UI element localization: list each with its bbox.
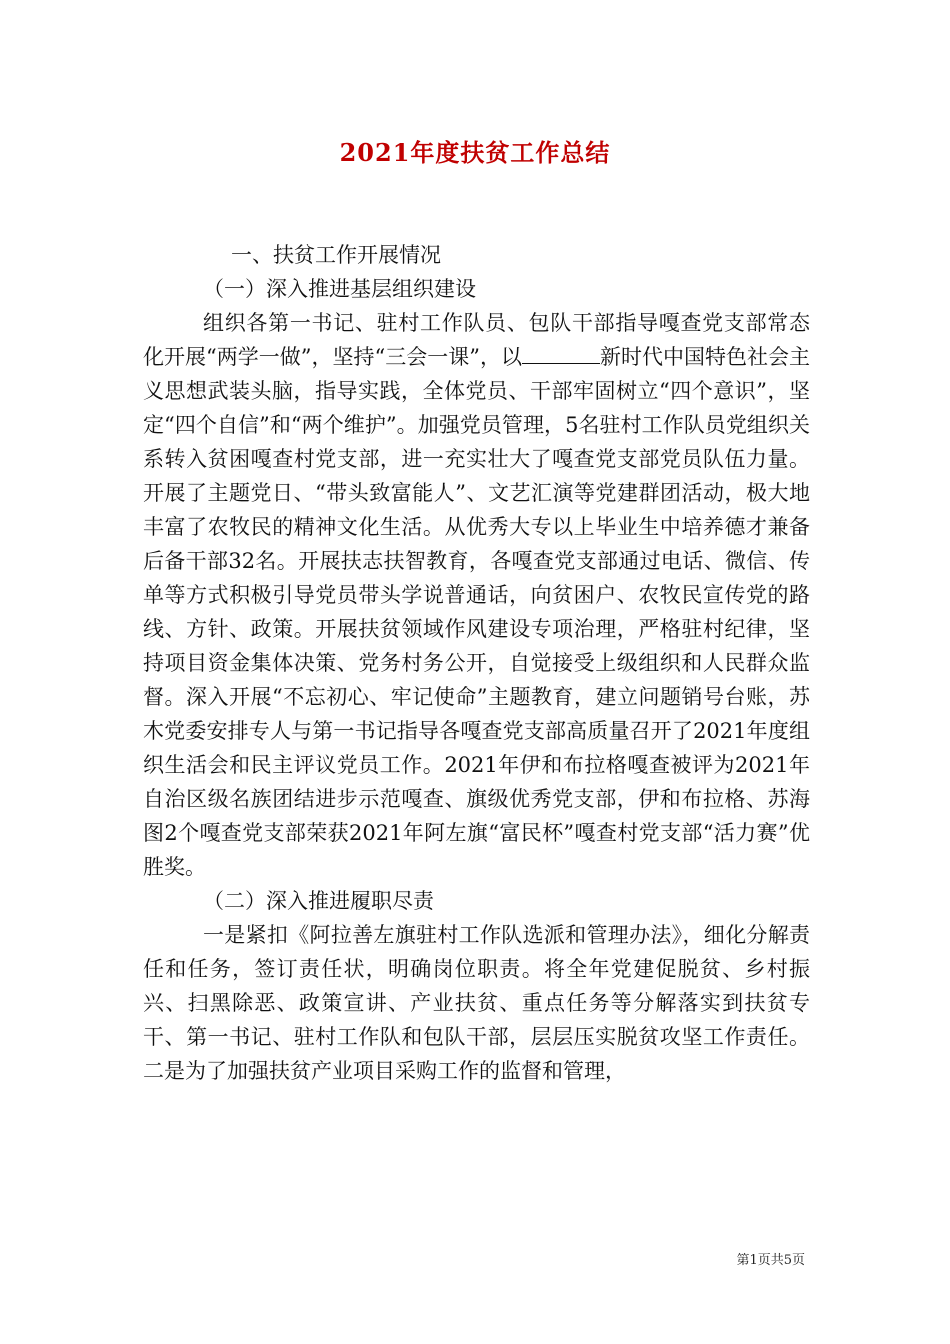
paragraph-1-part-2: 新时代中国特色社会主义思想武装头脑，指导实践，全体党员、干部牢固树立“四个意识”，坚定“四个自信”和“两个维护”。加强党员管理，5名驻村工作队员党组织关系转入贫困嘎查村党支部，进一充实壮大了嘎查党支部党员队伍力量。开展了主题党日、“带头致富能人”、文艺汇演等党建群团活动，极大地丰富了农牧民的精神文化生活。从优秀大专以上毕业生中培养德才兼备后备干部32名。开展扶志扶智教育，各嘎查党支部通过电话、微信、传单等方式积极引导党员带头学说普通话，向贫困户、农牧民宣传党的路线、方针、政策。开展扶贫领域作风建设专项治理，严格驻村纪律，坚持项目资金集体决策、党务村务公开，自觉接受上级组织和人民群众监督。深入开展“不忘初心、牢记使命”主题教育，建立问题销号台账，苏木党委安排专人与第一书记指导各嘎查党支部高质量召开了2021年度组织生活会和民主评议党员工作。2021年伊和布拉格嘎查被评为2021年自治区级名族团结进步示范嘎查、旗级优秀党支部，伊和布拉格、苏海图2个嘎查党支部荣获2021年阿左旗“富民杯”嘎查村党支部“活力赛”优胜奖。 (143, 345, 810, 879)
subsection-heading-1: （一）深入推进基层组织建设 (203, 277, 476, 301)
page-number: 第1页共5页 (736, 1253, 805, 1268)
paragraph-1 (143, 306, 810, 884)
paragraph-1-part-1: 组织各第一书记、驻村工作队员、包队干部指导嘎查党支部常态化开展“两学一做”，坚持“三会一课”，以 (143, 311, 810, 369)
paragraph-2: 一是紧扣《阿拉善左旗驻村工作队选派和管理办法》，细化分解责任和任务，签订责任状，明确岗位职责。将全年党建促脱贫、乡村振兴、扫黑除恶、政策宣讲、产业扶贫、重点任务等分解落实到扶贫专干、第一书记、驻村工作队和包队干部，层层压实脱贫攻坚工作责任。二是为了加强扶贫产业项目采购工作的监督和管理， (143, 923, 810, 1083)
fill-in-blank (522, 345, 600, 364)
document-title: 2021年度扶贫工作总结 (339, 138, 611, 167)
document-body (143, 238, 810, 1088)
section-heading: 一、扶贫工作开展情况 (231, 243, 441, 267)
subsection-heading-2: （二）深入推进履职尽责 (203, 889, 434, 913)
